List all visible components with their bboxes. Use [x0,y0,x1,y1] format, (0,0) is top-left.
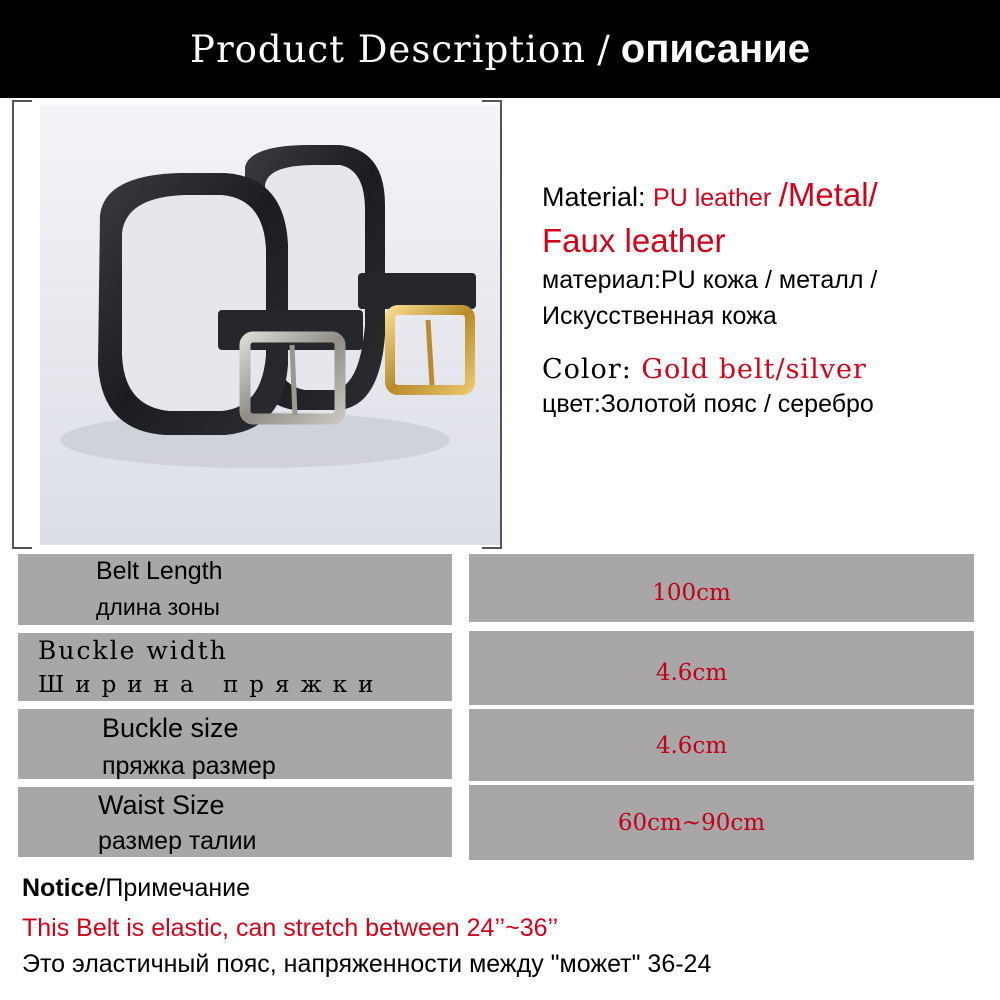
notice-elastic-ru: Это эластичный пояс, напряженности между "может" 36-24 [22,950,712,978]
waist-size-label-ru: размер талии [98,827,257,855]
product-photo [40,105,500,545]
buckle-width-value: 4.6cm [655,660,728,686]
belt-length-value: 100cm [652,580,731,606]
title-russian: описание [620,27,810,71]
belt-length-label: Belt Length [96,557,223,585]
header-bar [0,0,1000,98]
waist-size-value: 60cm~90cm [617,810,766,836]
color-label: Color: [542,354,632,385]
buckle-size-value: 4.6cm [655,733,728,759]
color-line [542,354,867,385]
color-value: Gold belt/silver [641,354,867,385]
table-row-label-cell [18,554,452,625]
buckle-size-label-ru: пряжка размер [102,752,276,780]
color-russian: цвет:Золотой пояс / серебро [542,390,874,418]
buckle-width-label-ru: Ширина пряжки [38,672,385,698]
buckle-width-label: Buckle width [38,636,228,665]
material-label: Material: [542,182,646,212]
material-value-1: PU leather [653,184,772,212]
belt-length-label-ru: длина зоны [96,594,220,620]
material-russian-2: Искусственная кожа [542,302,777,330]
waist-size-label: Waist Size [98,790,225,820]
material-value-2: /Metal/ [778,176,878,213]
notice-title [22,874,250,903]
material-russian-1: материал:PU кожа / металл / [542,266,878,294]
material-value-3: Faux leather [542,222,726,259]
material-line [542,176,878,214]
page-title [0,0,1000,98]
title-english: Product Description [190,28,587,71]
buckle-size-label: Buckle size [102,713,239,743]
notice-title-ru: /Примечание [98,874,251,902]
notice-elastic-en: This Belt is elastic, can stretch between 24’’~36’’ [22,914,559,942]
notice-title-en: Notice [22,874,99,902]
title-separator: / [597,28,610,71]
